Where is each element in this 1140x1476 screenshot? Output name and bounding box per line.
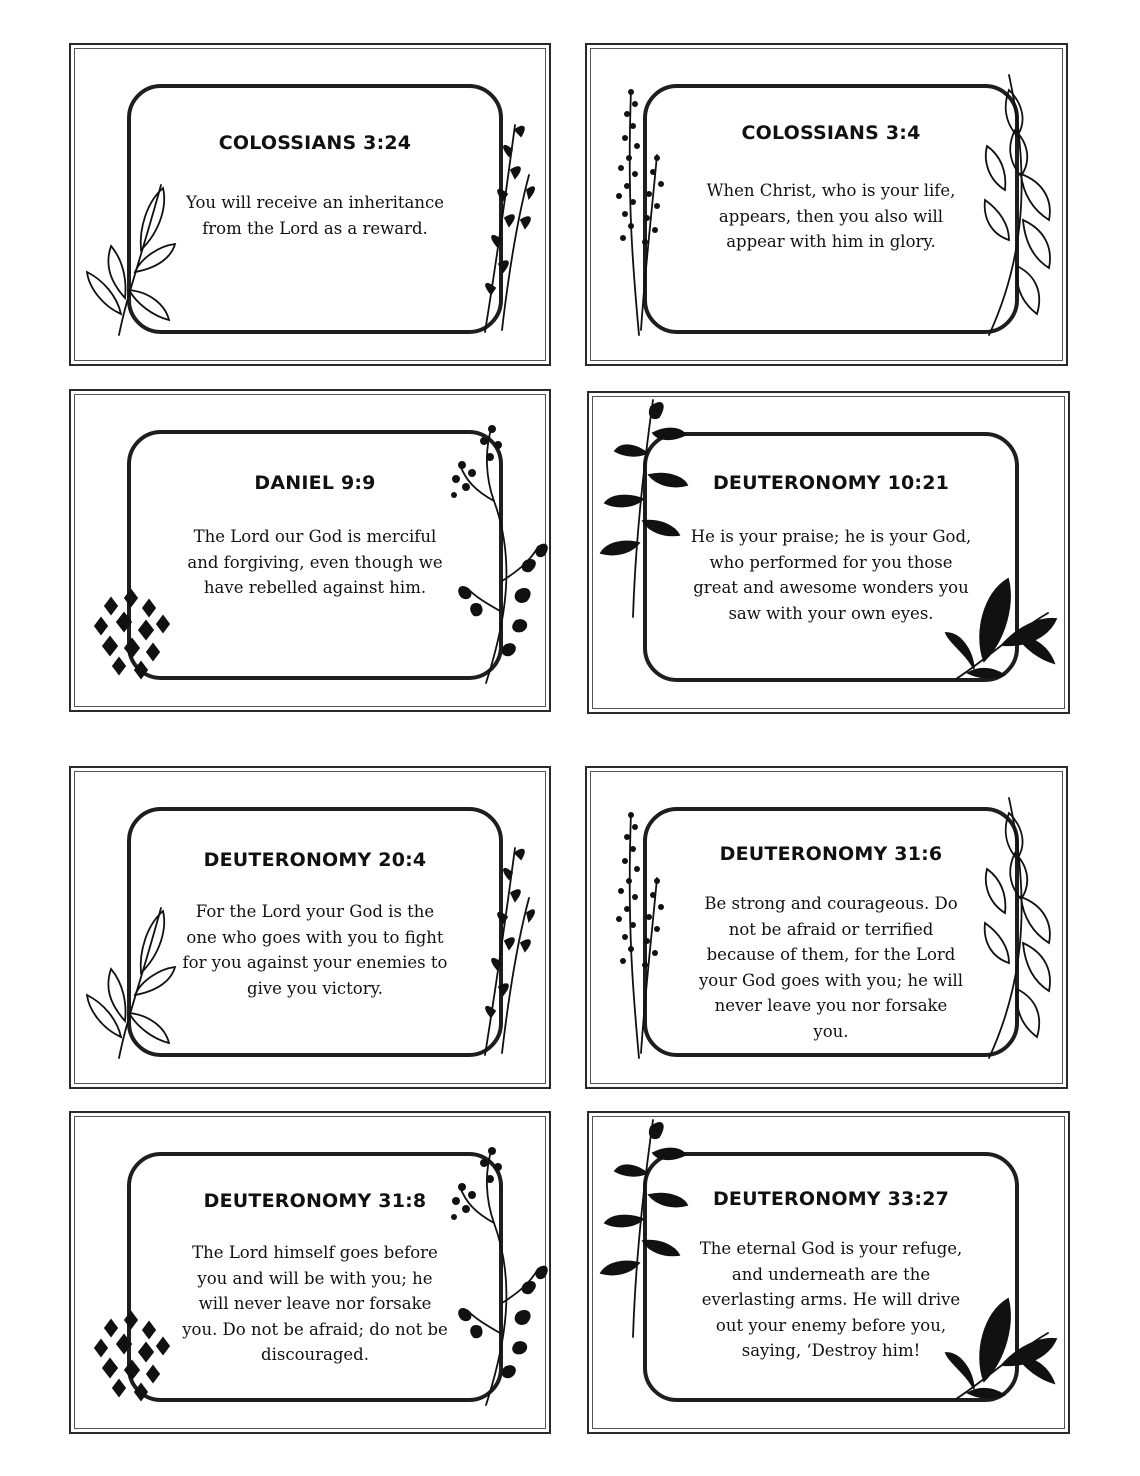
verse-card-2 — [585, 43, 1068, 366]
leafy-branch-outline-icon — [79, 180, 179, 340]
verse-text: For the Lord your God is the one who goes with you to fight for you against your enemies to give you victory. — [182, 902, 448, 998]
leaf-branch-silhouette-icon — [593, 395, 693, 620]
verse-frame — [127, 84, 503, 334]
verse-text: The eternal God is your refuge, and underneath are the everlasting arms. He will drive out your enemy before you, saying, ‘Destroy him! — [699, 1239, 963, 1360]
verse-card-8 — [587, 1111, 1070, 1434]
leafy-branch-outline-icon — [79, 903, 179, 1063]
verse-text: When Christ, who is your life, appears, then you also will appear with him in glory. — [706, 181, 956, 251]
verse-reference: DEUTERONOMY 10:21 — [712, 472, 950, 494]
verse-text: You will receive an inheritance from the Lord as a reward. — [186, 193, 444, 238]
large-leaves-silhouette-icon — [944, 1293, 1059, 1403]
dotted-grass-icon — [601, 803, 671, 1063]
fern-sprig-icon — [457, 843, 537, 1058]
verse-text: The Lord himself goes before you and will be with you; he will never leave nor forsake you. Do not be afraid; do not be discouraged. — [182, 1243, 448, 1364]
wheat-stalk-icon — [979, 793, 1059, 1063]
verse-reference: DANIEL 9:9 — [254, 472, 376, 494]
verse-text: He is your praise; he is your God, who performed for you those great and awesome wonders you saw with your own eyes. — [690, 527, 972, 623]
verse-card-6 — [585, 766, 1068, 1089]
fern-sprig-icon — [457, 120, 537, 335]
wheat-stalk-icon — [979, 70, 1059, 340]
verse-reference: COLOSSIANS 3:4 — [741, 122, 921, 144]
dotted-grass-icon — [601, 80, 671, 340]
large-leaves-silhouette-icon — [944, 573, 1059, 683]
verse-card-1 — [69, 43, 551, 366]
verse-frame — [643, 84, 1019, 334]
verse-reference: DEUTERONOMY 31:6 — [719, 843, 943, 865]
verse-card-3 — [69, 389, 551, 712]
verse-reference: DEUTERONOMY 33:27 — [712, 1188, 950, 1210]
verse-frame — [643, 807, 1019, 1057]
berry-branch-icon — [446, 421, 551, 686]
verse-reference: DEUTERONOMY 20:4 — [203, 849, 427, 871]
verse-card-4 — [587, 391, 1070, 714]
leaf-branch-silhouette-icon — [593, 1115, 693, 1340]
verse-reference: COLOSSIANS 3:24 — [218, 132, 412, 154]
berry-branch-icon — [446, 1143, 551, 1408]
verse-text: Be strong and courageous. Do not be afraid or terrified because of them, for the Lord your God goes with you; he will never leave you nor forsake you. — [698, 894, 964, 1041]
flower-cluster-icon — [85, 586, 175, 681]
verse-text: The Lord our God is merciful and forgiving, even though we have rebelled against him. — [187, 527, 443, 597]
verse-card-5 — [69, 766, 551, 1089]
verse-reference: DEUTERONOMY 31:8 — [203, 1190, 427, 1212]
verse-frame — [127, 807, 503, 1057]
flower-cluster-icon — [85, 1308, 175, 1403]
verse-card-7 — [69, 1111, 551, 1434]
